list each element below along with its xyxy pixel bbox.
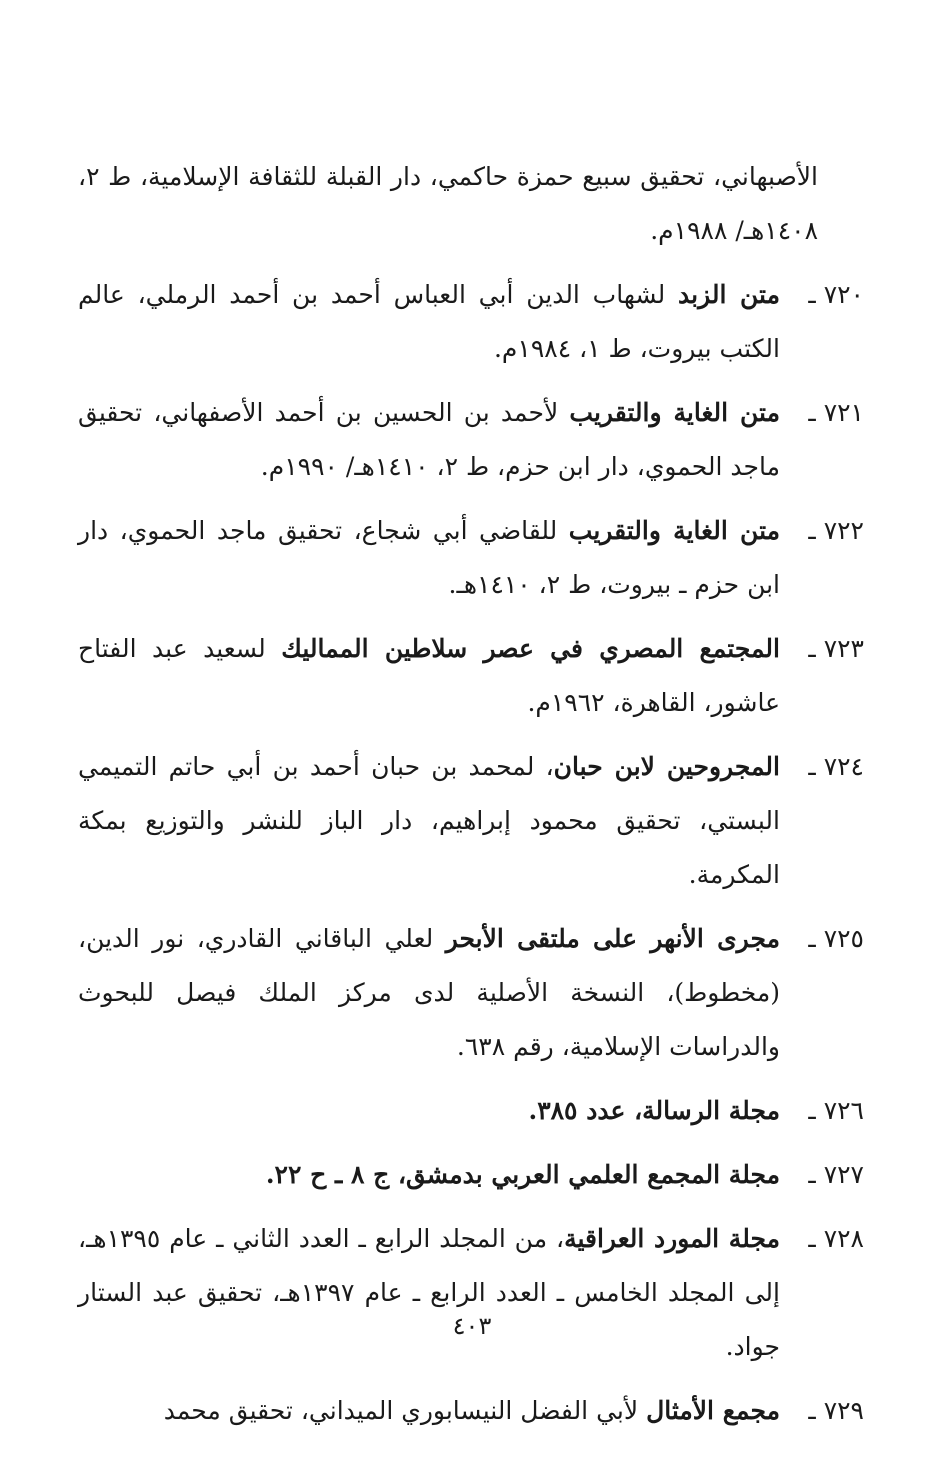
entry-body <box>78 1384 780 1438</box>
entry-number: ٧٢٤ ـ <box>808 752 864 781</box>
continued-entry-text: الأصبهاني، تحقيق سبيع حمزة حاكمي، دار القبلة للثقافة الإسلامية، ط ٢، ١٤٠٨هـ/ ١٩٨٨م. <box>78 162 818 245</box>
entry-number: ٧٢٩ ـ <box>808 1396 864 1425</box>
entry-body <box>78 912 780 1074</box>
entry-number: ٧٢٣ ـ <box>808 634 864 663</box>
entries-list <box>78 268 864 1438</box>
bibliography-entry <box>78 1148 864 1202</box>
entry-body <box>78 504 780 612</box>
entry-body <box>78 386 780 494</box>
entry-text: لأحمد بن الحسين بن أحمد الأصفهاني، تحقيق ماجد الحموي، دار ابن حزم، ط ٢، ١٤١٠هـ/ ١٩٩٠م. <box>78 398 780 481</box>
bibliography-entry <box>78 1212 864 1374</box>
bibliography-entry <box>78 268 864 376</box>
bibliography-entry <box>78 386 864 494</box>
entry-text: للقاضي أبي شجاع، تحقيق ماجد الحموي، دار ابن حزم ـ بيروت، ط ٢، ١٤١٠هـ. <box>78 516 780 599</box>
entry-title: المجروحين لابن حبان <box>553 752 780 781</box>
entry-number: ٧٢١ ـ <box>808 398 864 427</box>
entry-text: لأبي الفضل النيسابوري الميداني، تحقيق محمد <box>163 1396 647 1425</box>
entry-body <box>78 1084 780 1138</box>
bibliography-entry <box>78 740 864 902</box>
entry-number: ٧٢٢ ـ <box>808 516 864 545</box>
entry-title: مجرى الأنهر على ملتقى الأبحر <box>445 924 780 953</box>
entry-number: ٧٢٨ ـ <box>808 1224 864 1253</box>
bibliography-page <box>78 150 864 1448</box>
entry-title: متن الغاية والتقريب <box>568 516 781 545</box>
entry-text: ، لمحمد بن حبان أحمد بن أبي حاتم التميمي البستي، تحقيق محمود إبراهيم، دار الباز للنشر والتوزيع بمكة المكرمة. <box>78 752 780 889</box>
entry-number: ٧٢٧ ـ <box>808 1160 864 1189</box>
entry-text: لعلي الباقاني القادري، نور الدين، (مخطوط)، النسخة الأصلية لدى مركز الملك فيصل للبحوث والدراسات الإسلامية، رقم ٦٣٨. <box>78 924 780 1061</box>
entry-text: لشهاب الدين أبي العباس أحمد بن أحمد الرملي، عالم الكتب بيروت، ط ١، ١٩٨٤م. <box>78 280 780 363</box>
entry-title: مجمع الأمثال <box>646 1396 780 1425</box>
entry-body <box>78 1148 780 1202</box>
bibliography-entry <box>78 1084 864 1138</box>
entry-number: ٧٢٠ ـ <box>808 280 864 309</box>
page-number: ٤٠٣ <box>452 1312 492 1340</box>
entry-text: لسعيد عبد الفتاح عاشور، القاهرة، ١٩٦٢م. <box>78 634 780 717</box>
entry-title: مجلة المجمع العلمي العربي بدمشق، ج ٨ ـ ح ٢٢. <box>265 1160 780 1189</box>
entry-title: متن الغاية والتقريب <box>569 398 780 427</box>
entry-title: مجلة الرسالة، عدد ٣٨٥. <box>528 1096 780 1125</box>
entry-number: ٧٢٥ ـ <box>808 924 864 953</box>
entry-title: متن الزبد <box>678 280 780 309</box>
bibliography-entry <box>78 504 864 612</box>
entry-number: ٧٢٦ ـ <box>808 1096 864 1125</box>
entry-text: ، من المجلد الرابع ـ العدد الثاني ـ عام ١٣٩٥هـ، إلى المجلد الخامس ـ العدد الرابع ـ عام ١٣٩٧هـ، تحقيق عبد الستار جواد. <box>78 1224 780 1361</box>
bibliography-entry <box>78 1384 864 1438</box>
entry-body <box>78 1212 780 1374</box>
entry-body <box>78 268 780 376</box>
entry-body <box>78 622 780 730</box>
entry-title: المجتمع المصري في عصر سلاطين المماليك <box>281 634 780 663</box>
bibliography-entry <box>78 912 864 1074</box>
bibliography-entry <box>78 622 864 730</box>
entry-body <box>78 740 780 902</box>
entry-title: مجلة المورد العراقية <box>564 1224 780 1253</box>
